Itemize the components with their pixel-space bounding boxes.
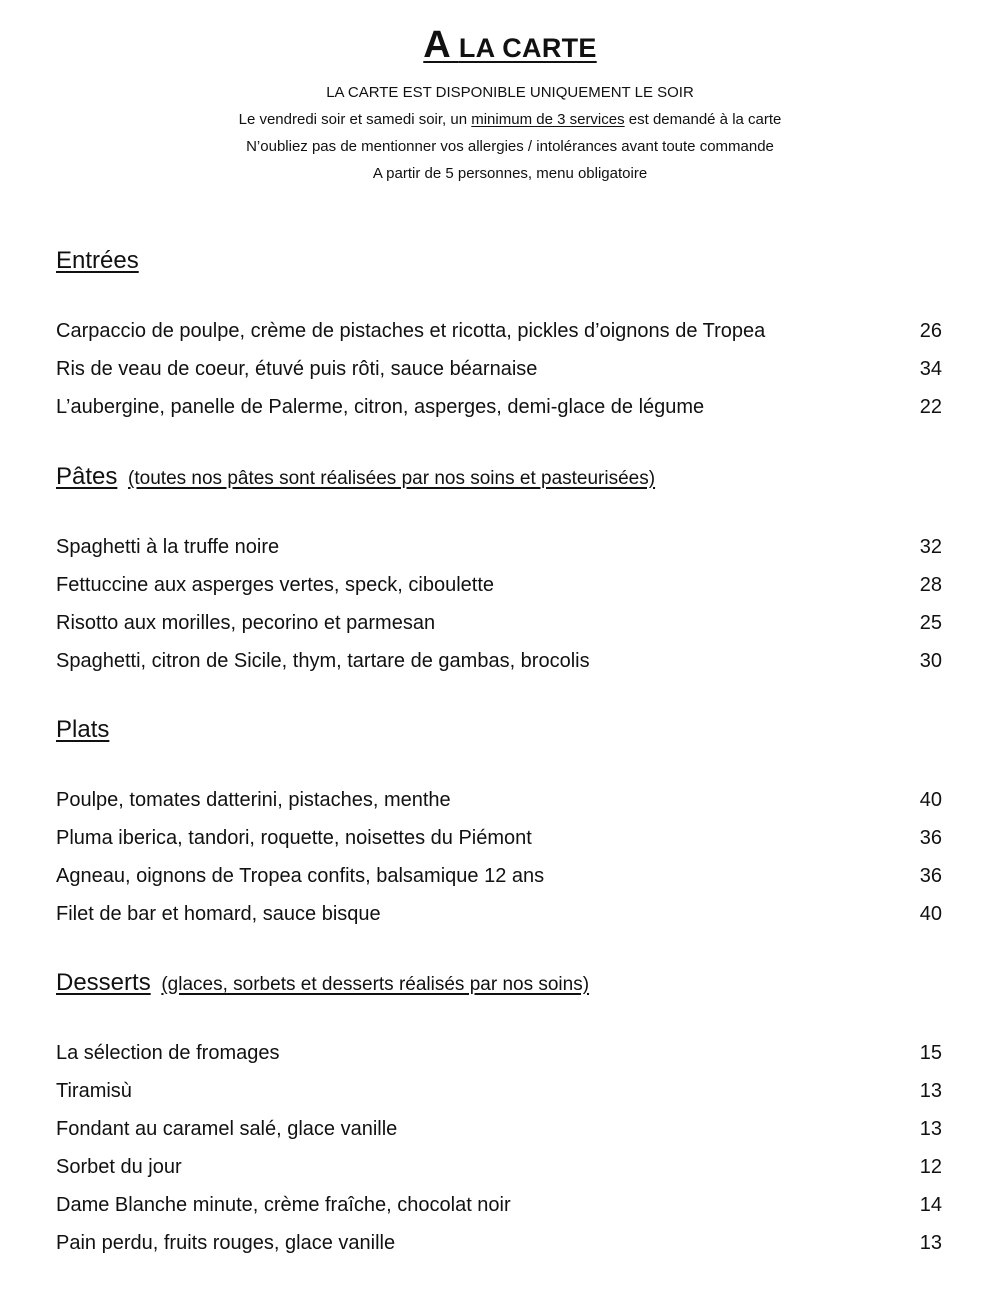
menu-item: [56, 895, 942, 933]
menu-item: [56, 781, 942, 819]
menu-item-name: Pluma iberica, tandori, roquette, noisettes du Piémont: [56, 827, 532, 849]
menu-item: [56, 1148, 942, 1186]
menu-item-list: [56, 1034, 942, 1262]
menu-item: [56, 819, 942, 857]
section-title: Plats: [56, 716, 110, 743]
menu-item: [56, 566, 942, 604]
menu-item-name: Fondant au caramel salé, glace vanille: [56, 1118, 398, 1140]
section-heading: [56, 968, 942, 998]
section-note: (glaces, sorbets et desserts réalisés par nos soins): [161, 974, 590, 995]
menu-item-name: Fettuccine aux asperges vertes, speck, ciboulette: [56, 574, 495, 596]
menu-item-name: Carpaccio de poulpe, crème de pistaches et ricotta, pickles d’oignons de Tropea: [56, 320, 766, 342]
menu-item-list: [56, 312, 942, 426]
menu-header: [0, 22, 1002, 187]
menu-item-price: 14: [919, 1194, 942, 1216]
menu-item-price: 40: [919, 903, 942, 925]
menu-item: [56, 1072, 942, 1110]
menu-item-price: 22: [919, 396, 942, 418]
menu-item-name: Spaghetti à la truffe noire: [56, 536, 280, 558]
section-note: (toutes nos pâtes sont réalisées par nos soins et pasteurisées): [128, 468, 656, 489]
minimum-services-note: [0, 106, 1002, 133]
page-title-initial: A: [423, 24, 452, 66]
menu-item-price: 25: [919, 612, 942, 634]
menu-item-name: Dame Blanche minute, crème fraîche, chocolat noir: [56, 1194, 511, 1216]
menu-item-name: L’aubergine, panelle de Palerme, citron, asperges, demi-glace de légume: [56, 396, 705, 418]
menu-item-price: 12: [919, 1156, 942, 1178]
section-title: Desserts: [56, 969, 151, 996]
menu-item-name: Risotto aux morilles, pecorino et parmesan: [56, 612, 436, 634]
menu-item-name: Poulpe, tomates datterini, pistaches, menthe: [56, 789, 451, 811]
section-plats: [56, 715, 942, 933]
section-desserts: [56, 968, 942, 1262]
section-pates: [56, 462, 942, 680]
menu-item-name: La sélection de fromages: [56, 1042, 280, 1064]
section-title: Pâtes: [56, 463, 118, 490]
minimum-note-before: Le vendredi soir et samedi soir, un: [238, 111, 472, 128]
menu-item-price: 32: [919, 536, 942, 558]
menu-item-price: 13: [919, 1080, 942, 1102]
menu-item-price: 40: [919, 789, 942, 811]
section-heading: [56, 715, 942, 745]
service-note: LA CARTE EST DISPONIBLE UNIQUEMENT LE SOIR: [326, 84, 694, 101]
page-title: [423, 22, 596, 71]
menu-item: [56, 642, 942, 680]
menu-item: [56, 388, 942, 426]
menu-item: [56, 604, 942, 642]
group-menu-note: A partir de 5 personnes, menu obligatoire: [372, 165, 648, 182]
page-title-rest: LA CARTE: [458, 33, 597, 63]
allergy-note: N’oubliez pas de mentionner vos allergies / intolérances avant toute commande: [246, 138, 774, 155]
menu-item-price: 15: [919, 1042, 942, 1064]
menu-item: [56, 1186, 942, 1224]
menu-item-price: 13: [919, 1118, 942, 1140]
menu-item-name: Sorbet du jour: [56, 1156, 182, 1178]
menu-item-price: 30: [919, 650, 942, 672]
menu-item: [56, 1110, 942, 1148]
menu-item-name: Filet de bar et homard, sauce bisque: [56, 903, 381, 925]
minimum-note-underlined: minimum de 3 services: [471, 111, 625, 128]
menu-item-list: [56, 781, 942, 933]
section-heading: [56, 462, 942, 492]
menu-item: [56, 312, 942, 350]
menu-item-name: Spaghetti, citron de Sicile, thym, tartare de gambas, brocolis: [56, 650, 590, 672]
menu-item-price: 34: [919, 358, 942, 380]
menu-item-price: 26: [919, 320, 942, 342]
menu-item: [56, 350, 942, 388]
menu-item: [56, 1034, 942, 1072]
menu-item-price: 36: [919, 827, 942, 849]
section-title: Entrées: [56, 247, 139, 274]
menu-item-name: Ris de veau de coeur, étuvé puis rôti, sauce béarnaise: [56, 358, 538, 380]
menu-item: [56, 857, 942, 895]
minimum-note-after: est demandé à la carte: [624, 111, 782, 128]
section-heading: [56, 246, 942, 276]
section-entrees: [56, 246, 942, 426]
menu-item-name: Tiramisù: [56, 1080, 132, 1102]
menu-item-name: Agneau, oignons de Tropea confits, balsamique 12 ans: [56, 865, 545, 887]
menu-item-price: 13: [919, 1232, 942, 1254]
menu-item-price: 28: [919, 574, 942, 596]
menu-item-list: [56, 528, 942, 680]
menu-item-price: 36: [919, 865, 942, 887]
menu-item: [56, 1224, 942, 1262]
menu-item-name: Pain perdu, fruits rouges, glace vanille: [56, 1232, 396, 1254]
menu-item: [56, 528, 942, 566]
